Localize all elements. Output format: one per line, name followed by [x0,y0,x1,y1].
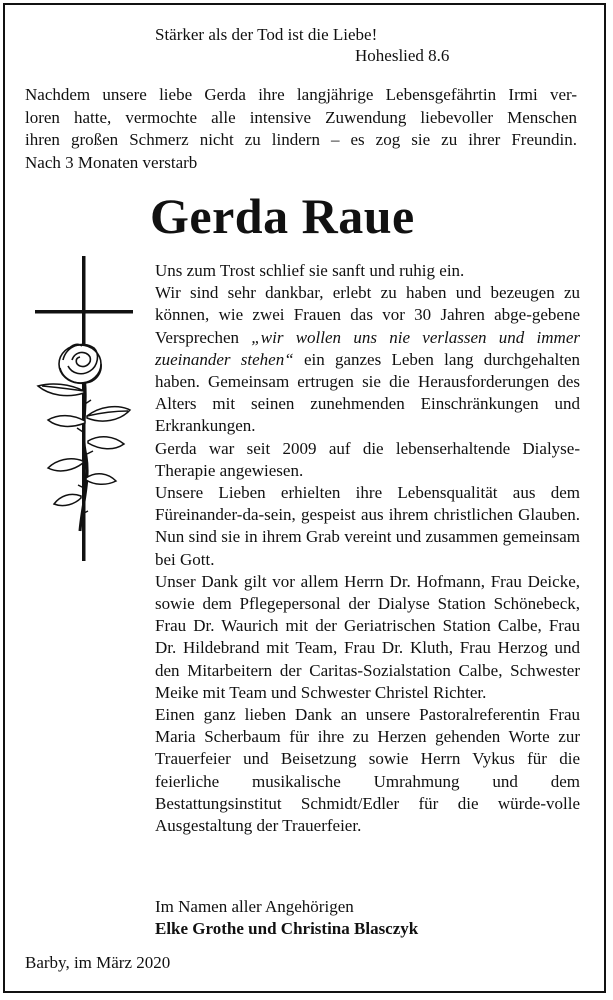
body-paragraph: Unsere Lieben erhielten ihre Lebensqualität aus dem Füreinander-da-sein, gespeist aus ihrem christlichen Glauben. Nun sind sie in ihrem Grab vereint und zusammen gemeinsam bei Gott. [155,483,580,569]
body-text: ein ganzes Leben lang durchgehalten haben. Gemeinsam ertrugen sie die Herausforderungen des Alters mit seinen zunehmenden Einschränkungen und Erkrankungen. [155,349,580,436]
body-paragraph: Unser Dank gilt vor allem Herrn Dr. Hofmann, Frau Deicke, sowie dem Pflegepersonal der Dialyse Station Schönebeck, Frau Dr. Waurich mit der Geriatrischen Station Calbe, Frau Dr. Hildebrand mit Team, Frau Dr. Kluth, Frau Herzog und den Mitarbeitern der Caritas-Sozialstation Calbe, Schwester Meike mit Team und Schwester Christel Richter. [155,571,580,702]
intro-line: ihren großen Schmerz nicht zu lindern – es zog sie zu ihrer Freundin. [25,130,577,149]
quoted-promise: „wir wollen uns nie verlassen und immer zueinander stehen“ [155,327,580,369]
body-paragraph: Gerda war seit 2009 auf die lebenserhaltende Dialyse-Therapie angewiesen. [155,438,580,480]
body-paragraph: Uns zum Trost schlief sie sanft und ruhig ein. [155,261,465,280]
motto-reference: Hoheslied 8.6 [355,46,450,65]
body-paragraph: Einen ganz lieben Dank an unsere Pastoralreferentin Frau Maria Scherbaum für ihre zu Herzen gehenden Worte zur Trauerfeier und Beisetzung sowie Herrn Vykus für die feierliche musikalische Umrahmung und dem Bestattungsinstitut Schmidt/Edler für die würde-volle Ausgestaltung der Trauerfeier. [155,705,580,836]
intro-line: Nachdem unsere liebe Gerda ihre langjährige Lebensgefährtin Irmi ver- [25,85,577,104]
signature-names: Elke Grothe und Christina Blasczyk [155,919,419,938]
cross-with-rose-icon [30,256,140,566]
body-paragraph [155,282,580,437]
intro-line: Nach 3 Monaten verstarb [25,152,198,172]
intro-text [25,84,577,174]
intro-line: loren hatte, vermochte alle intensive Zuwendung liebevoller Menschen [25,107,577,127]
body-text: Wir sind sehr dankbar, erlebt zu haben und bezeugen zu können, wie zwei Frauen das vor 30 Jahren abge-gebene Versprechen [155,283,580,347]
place-date: Barby, im März 2020 [25,953,171,972]
deceased-name: Gerda Raue [150,188,415,244]
signature-line: Im Namen aller Angehörigen [155,897,354,916]
notice-body [155,260,580,837]
signature-block [155,896,418,940]
motto-line: Stärker als der Tod ist die Liebe! [155,25,378,44]
